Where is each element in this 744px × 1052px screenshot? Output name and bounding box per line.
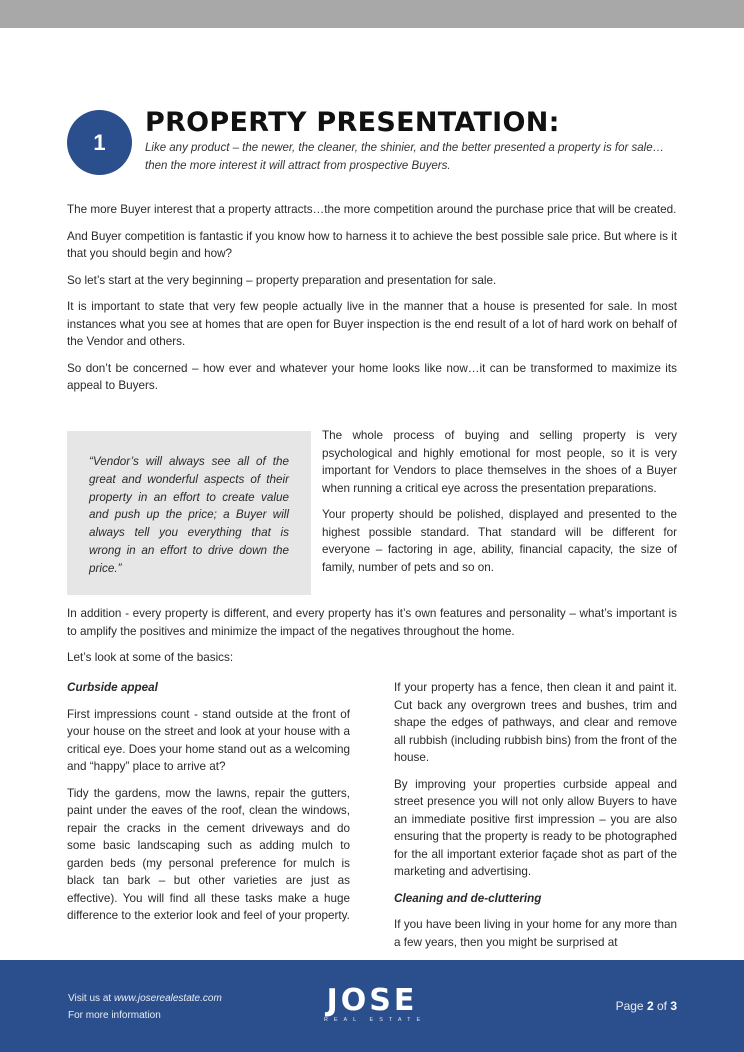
mid-text bbox=[67, 605, 677, 676]
paragraph: First impressions count - stand outside at the front of your house on the street and look at your house with a critical eye. Does your home stand out as a welcoming and “happy” place to arrive at? bbox=[67, 707, 350, 773]
section-heading: Cleaning and de-cluttering bbox=[394, 891, 542, 905]
section-heading: Curbside appeal bbox=[67, 681, 158, 694]
section-title: PROPERTY PRESENTATION: bbox=[145, 107, 560, 138]
page-number bbox=[616, 999, 677, 1013]
website-link[interactable]: www.joserealestate.com bbox=[113, 993, 222, 1004]
paragraph: In addition - every property is different, and every property has it’s own features and personality – what’s important is to amplify the positives and minimize the impact of the negatives throughout the home. bbox=[67, 607, 677, 638]
left-column bbox=[67, 679, 350, 934]
section-subtitle: Like any product – the newer, the cleaner, the shinier, and the better presented a property is for sale…then the more interest it will attract from prospective Buyers. bbox=[145, 142, 665, 172]
paragraph: If your property has a fence, then clean it and paint it. Cut back any overgrown trees and bushes, trim and shape the edges of pathways, and clear and remove all rubbish (including rubbish bins) from the front of the house. bbox=[394, 681, 677, 764]
paragraph: The whole process of buying and selling property is very psychological and highly emotional for most people, so it is very important for Vendors to place themselves in the shoes of a Buyer when running a critical eye across the presentation preparations. bbox=[322, 429, 677, 495]
page-of: of bbox=[653, 999, 671, 1013]
paragraph: So let’s start at the very beginning – property preparation and presentation for sale. bbox=[67, 273, 497, 287]
paragraph: So don’t be concerned – how ever and whatever your home looks like now…it can be transformed to maximize its appeal to Buyers. bbox=[67, 361, 677, 392]
top-bar bbox=[0, 0, 744, 28]
right-column bbox=[394, 679, 677, 960]
footer-more-info: For more information bbox=[68, 1010, 161, 1021]
paragraph: The more Buyer interest that a property attracts…the more competition around the purchase price that will be created. bbox=[67, 203, 677, 216]
logo-wordmark: JOSE bbox=[326, 983, 418, 1018]
paragraph: Tidy the gardens, mow the lawns, repair the gutters, paint under the eaves of the roof, clean the windows, repair the cracks in the cement driveways and do some basic landscaping such as adding mulch to garden beds (my personal preference for mulch is black tan bark – but other varieties are just as effective). You will find all these tasks make a huge difference to the exterior look and feel of your property. bbox=[67, 786, 350, 922]
paragraph: Let’s look at some of the basics: bbox=[67, 651, 234, 664]
pull-quote bbox=[67, 431, 311, 595]
beside-quote-text bbox=[322, 427, 677, 585]
page-current: 2 bbox=[646, 999, 654, 1013]
paragraph: If you have been living in your home for any more than a few years, then you might be surprised at bbox=[394, 918, 677, 949]
paragraph: By improving your properties curbside appeal and street presence you will not only allow Buyers to have an immediate positive first impression – you are also ensuring that the property is ready to be photographed for the all important exterior façade shot as part of the marketing and advertising. bbox=[394, 777, 677, 878]
intro-text bbox=[67, 201, 677, 404]
paragraph: And Buyer competition is fantastic if you know how to harness it to achieve the best possible sale price. But where is it that you should begin and how? bbox=[67, 229, 678, 260]
paragraph: It is important to state that very few people actually live in the manner that a house is presented for sale. In most instances what you see at homes that are open for Buyer inspection is the end result of a lot of hard work on behalf of the Vendor and others. bbox=[67, 300, 677, 348]
page-label: Page bbox=[615, 999, 647, 1013]
footer-visit-prefix: Visit us at bbox=[68, 993, 114, 1004]
logo-tagline: REAL ESTATE bbox=[323, 1017, 427, 1023]
paragraph: Your property should be polished, displayed and presented to the highest possible standard. That standard will be different for everyone – factoring in age, ability, financial capacity, the size of family, number of pets and so on. bbox=[322, 508, 677, 574]
footer bbox=[0, 960, 744, 1052]
section-number-badge bbox=[67, 110, 132, 175]
page-total: 3 bbox=[670, 999, 677, 1013]
pull-quote-text: “Vendor’s will always see all of the great and wonderful aspects of their property in an effort to create value and push up the price; a Buyer will always tell you everything that is wrong in an effort to drive down the price.” bbox=[89, 455, 289, 575]
section-number: 1 bbox=[93, 129, 106, 155]
